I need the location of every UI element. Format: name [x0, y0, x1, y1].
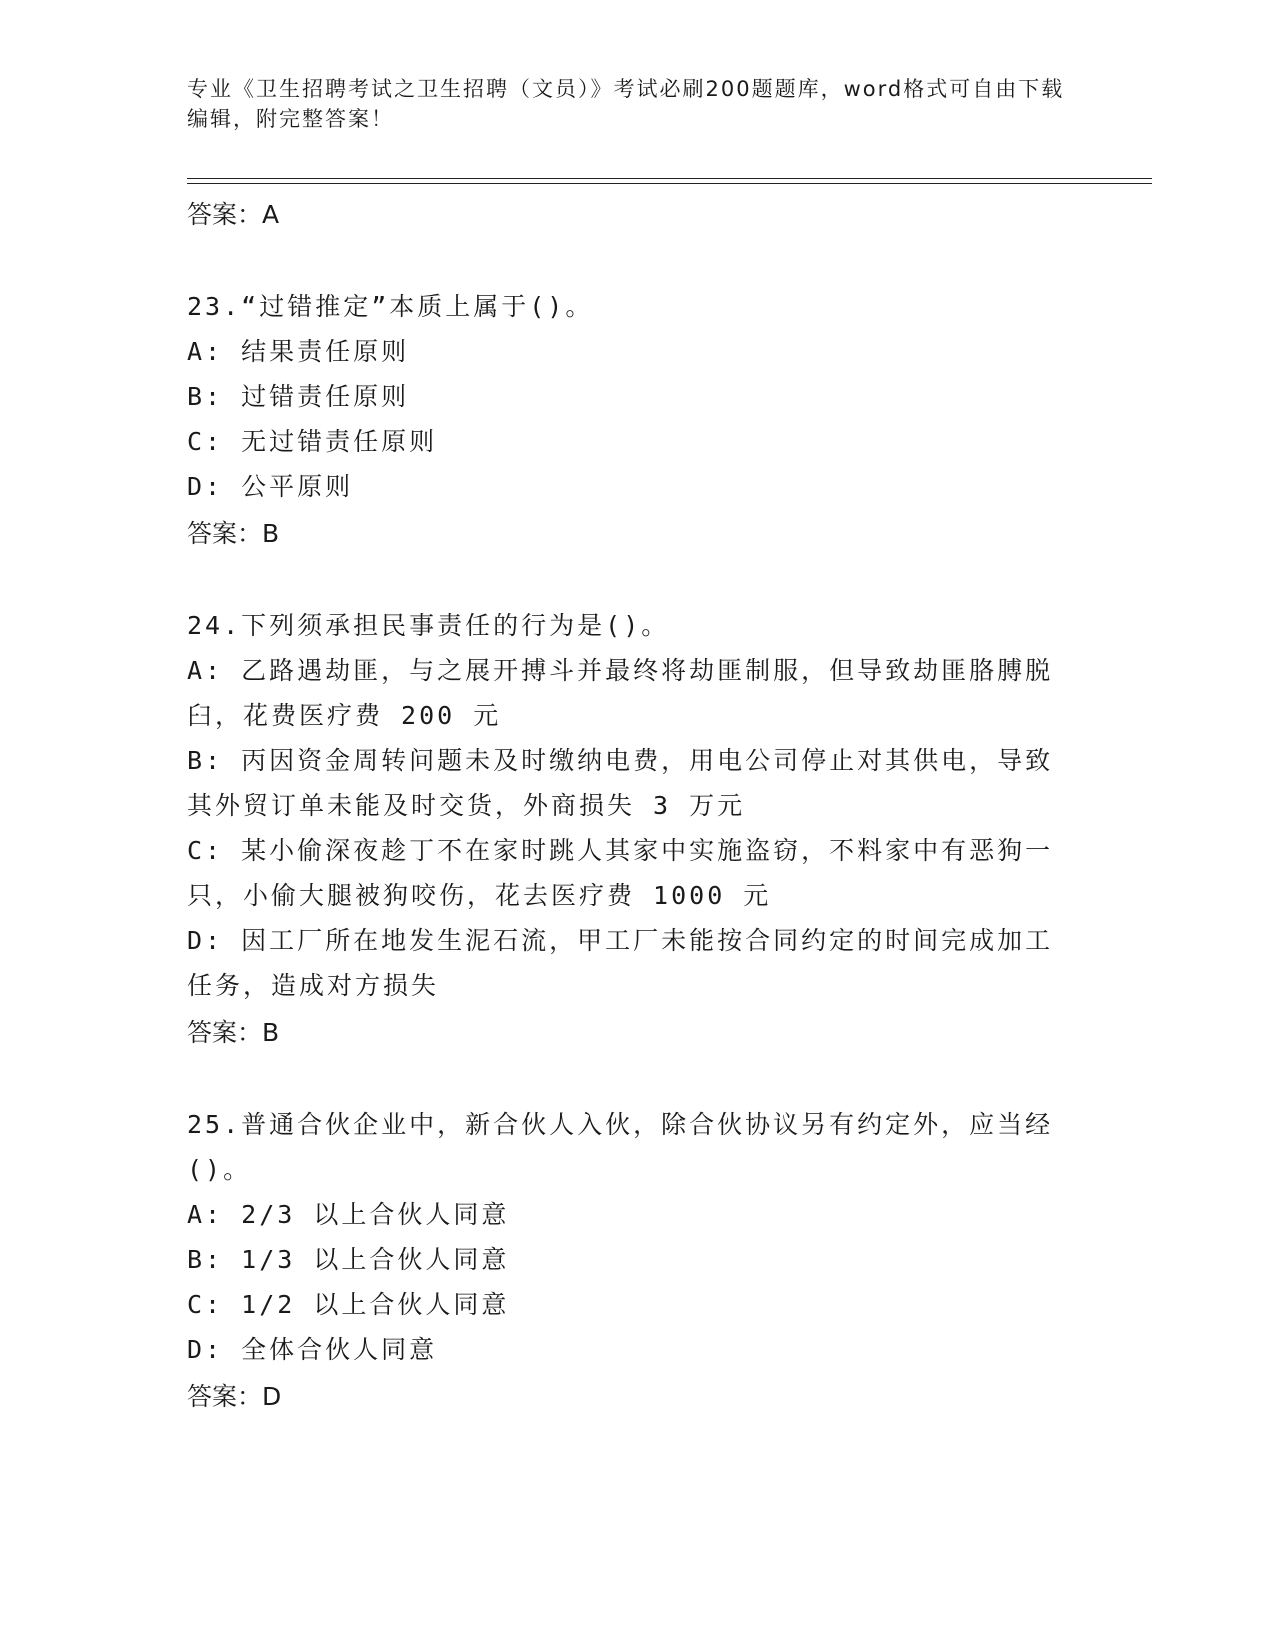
- option-b: B: 1/3 以上合伙人同意: [187, 1245, 510, 1274]
- question-block: [187, 1102, 1077, 1419]
- option-c: C: 无过错责任原则: [187, 427, 438, 456]
- question-block: [187, 284, 1077, 556]
- document-body: [187, 190, 1077, 1421]
- option-a: A: 2/3 以上合伙人同意: [187, 1200, 510, 1229]
- question-answer: 答案：B: [187, 519, 280, 548]
- option-b: B: 过错责任原则: [187, 382, 410, 411]
- header-rule-bottom: [187, 183, 1152, 184]
- question-stem: 23.“过错推定”本质上属于()。: [187, 292, 594, 321]
- question-stem: 24.下列须承担民事责任的行为是()。: [187, 611, 670, 640]
- option-c: C: 1/2 以上合伙人同意: [187, 1290, 510, 1319]
- option-d: D: 因工厂所在地发生泥石流，甲工厂未能按合同约定的时间完成加工任务，造成对方损失: [187, 926, 1054, 1000]
- option-c: C: 某小偷深夜趁丁不在家时跳人其家中实施盗窃，不料家中有恶狗一只，小偷大腿被狗咬伤，花去医疗费 1000 元: [187, 836, 1054, 910]
- header-rule-top: [187, 178, 1152, 179]
- document-header: 专业《卫生招聘考试之卫生招聘（文员）》考试必刷200题题库，word格式可自由下载编辑，附完整答案！: [187, 77, 1065, 131]
- question-answer: 答案：B: [187, 1018, 280, 1047]
- question-block: [187, 603, 1077, 1055]
- option-d: D: 全体合伙人同意: [187, 1335, 438, 1364]
- previous-answer: 答案：A: [187, 200, 280, 229]
- question-answer: 答案：D: [187, 1382, 282, 1411]
- question-stem: 25.普通合伙企业中，新合伙人入伙，除合伙协议另有约定外，应当经()。: [187, 1110, 1054, 1184]
- option-d: D: 公平原则: [187, 472, 354, 501]
- option-a: A: 乙路遇劫匪，与之展开搏斗并最终将劫匪制服，但导致劫匪胳膊脱臼，花费医疗费 200 元: [187, 656, 1054, 730]
- option-b: B: 丙因资金周转问题未及时缴纳电费，用电公司停止对其供电，导致其外贸订单未能及时交货，外商损失 3 万元: [187, 746, 1054, 820]
- option-a: A: 结果责任原则: [187, 337, 410, 366]
